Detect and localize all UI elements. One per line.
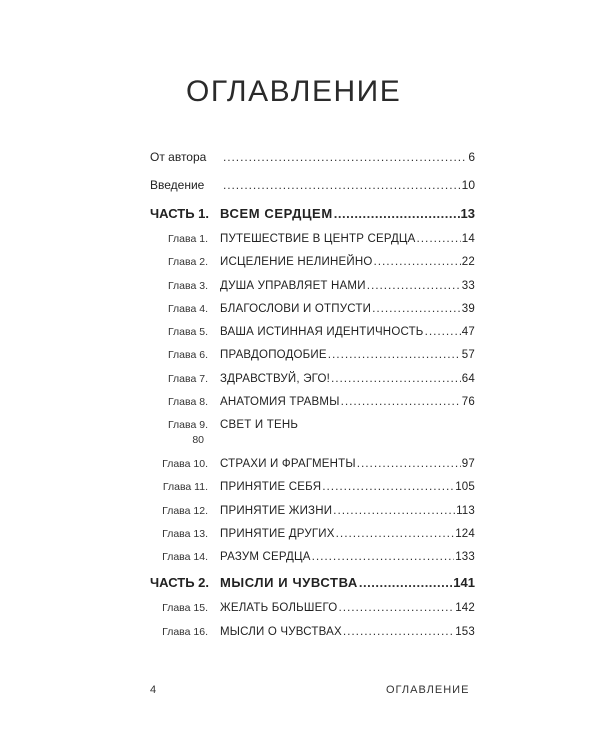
chapter-title: АНАТОМИЯ ТРАВМЫ (220, 396, 340, 408)
leader-dots (331, 371, 461, 386)
leader-dots (367, 278, 461, 293)
toc-chapter (150, 479, 475, 495)
toc-chapter (150, 624, 475, 640)
leader-dots (336, 526, 455, 541)
leader-dots (223, 150, 467, 165)
chapter-label: Глава 1. (167, 233, 208, 245)
chapter-label-page: 80 (192, 434, 204, 446)
chapter-title: МЫСЛИ О ЧУВСТВАХ (220, 626, 342, 638)
chapter-label: Глава 16. (162, 626, 208, 638)
chapter-title: РАЗУМ СЕРДЦА (220, 551, 311, 563)
chapter-label: Глава 15. (162, 602, 208, 614)
chapter-title: ВАША ИСТИННАЯ ИДЕНТИЧНОСТЬ (220, 326, 424, 338)
leader-dots (373, 254, 460, 269)
toc-page-number: 76 (461, 396, 475, 408)
toc-chapter (150, 324, 475, 340)
chapter-title: ДУША УПРАВЛЯЕТ НАМИ (220, 280, 366, 292)
leader-dots (372, 301, 461, 316)
leader-dots (425, 324, 461, 339)
toc-chapter (150, 418, 475, 448)
chapter-title: ПРАВДОПОДОБИЕ (220, 349, 327, 361)
chapter-title: СТРАХИ И ФРАГМЕНТЫ (220, 458, 356, 470)
chapter-label: Глава 13. (162, 528, 208, 540)
toc-chapter (150, 526, 475, 542)
chapter-label: Глава 2. (167, 256, 208, 268)
footer-running-title: ОГЛАВЛЕНИЕ (386, 684, 470, 696)
toc-chapter (150, 347, 475, 363)
chapter-title: СВЕТ И ТЕНЬ (220, 419, 299, 431)
chapter-label: Глава 12. (162, 505, 208, 517)
chapter-label: Глава 4. (167, 303, 208, 315)
chapter-label: Глава 3. (167, 280, 208, 292)
toc-page-number: 141 (453, 575, 475, 590)
toc-chapter (150, 600, 475, 616)
chapter-label: Глава 11. (162, 481, 208, 493)
toc-page-number: 142 (455, 602, 475, 614)
page-title: ОГЛАВЛЕНИЕ (186, 75, 402, 108)
toc-page-number: 47 (461, 326, 475, 338)
toc-chapter (150, 394, 475, 410)
part-title: МЫСЛИ И ЧУВСТВА (220, 575, 358, 590)
toc-chapter (150, 371, 475, 387)
toc-page-number: 113 (456, 505, 475, 517)
chapter-title: ЗДРАВСТВУЙ, ЭГО! (220, 373, 330, 385)
chapter-title: ЖЕЛАТЬ БОЛЬШЕГО (220, 602, 338, 614)
leader-dots (322, 479, 454, 494)
part-label: ЧАСТЬ 1. (150, 206, 210, 221)
leader-dots (333, 503, 455, 518)
chapter-label: Глава 8. (167, 396, 208, 408)
leader-dots (357, 456, 461, 471)
toc-page-number: 14 (461, 233, 475, 245)
chapter-title: ИСЦЕЛЕНИЕ НЕЛИНЕЙНО (220, 256, 373, 268)
toc-part-1 (150, 206, 475, 221)
toc-entry-label: Введение (150, 178, 205, 192)
toc-page-number: 133 (455, 551, 475, 563)
toc-page-number: 13 (460, 206, 475, 221)
part-label: ЧАСТЬ 2. (150, 575, 210, 590)
chapter-title: ПРИНЯТИЕ СЕБЯ (220, 481, 322, 493)
toc-page-number: 97 (461, 458, 475, 470)
leader-dots (338, 600, 454, 615)
chapter-label: Глава 14. (162, 551, 208, 563)
chapter-title: БЛАГОСЛОВИ И ОТПУСТИ (220, 303, 372, 315)
chapter-label: Глава 10. (162, 458, 208, 470)
chapter-title: ПУТЕШЕСТВИЕ В ЦЕНТР СЕРДЦА (220, 233, 416, 245)
chapter-title: ПРИНЯТИЕ ДРУГИХ (220, 528, 335, 540)
chapter-label-line: Глава 9. (167, 419, 208, 431)
chapter-label: Глава 7. (167, 373, 208, 385)
leader-dots (223, 178, 461, 193)
leader-dots (417, 231, 461, 246)
leader-dots (359, 575, 452, 590)
footer-page-number: 4 (150, 684, 157, 696)
toc-page-number: 39 (461, 303, 475, 315)
chapter-label: Глава 6. (167, 349, 208, 361)
part-title: ВСЕМ СЕРДЦЕМ (220, 206, 333, 221)
toc-page-number: 57 (461, 349, 475, 361)
leader-dots (341, 394, 461, 409)
toc-page-number: 6 (468, 150, 475, 164)
toc-part-2 (150, 575, 475, 590)
toc-entry-label: От автора (150, 150, 207, 164)
toc-chapter (150, 301, 475, 317)
toc-page-number: 33 (461, 280, 475, 292)
toc-chapter (150, 278, 475, 294)
toc-page-number: 153 (455, 626, 475, 638)
leader-dots (334, 206, 460, 221)
toc-entry-intro (150, 178, 475, 193)
toc-page-number: 64 (461, 373, 475, 385)
leader-dots (312, 549, 455, 564)
leader-dots (343, 624, 454, 639)
toc-entry-author (150, 150, 475, 165)
toc-page-number: 10 (461, 178, 475, 192)
toc-chapter (150, 254, 475, 270)
chapter-label (150, 418, 220, 448)
toc-page-number: 22 (461, 256, 475, 268)
toc-chapter (150, 549, 475, 565)
chapter-title: ПРИНЯТИЕ ЖИЗНИ (220, 505, 333, 517)
toc-page-number: 105 (455, 481, 475, 493)
chapter-label: Глава 5. (167, 326, 208, 338)
toc-page-number: 124 (455, 528, 475, 540)
toc-chapter (150, 231, 475, 247)
leader-dots (328, 347, 461, 362)
toc-chapter (150, 503, 475, 519)
toc-chapter (150, 456, 475, 472)
